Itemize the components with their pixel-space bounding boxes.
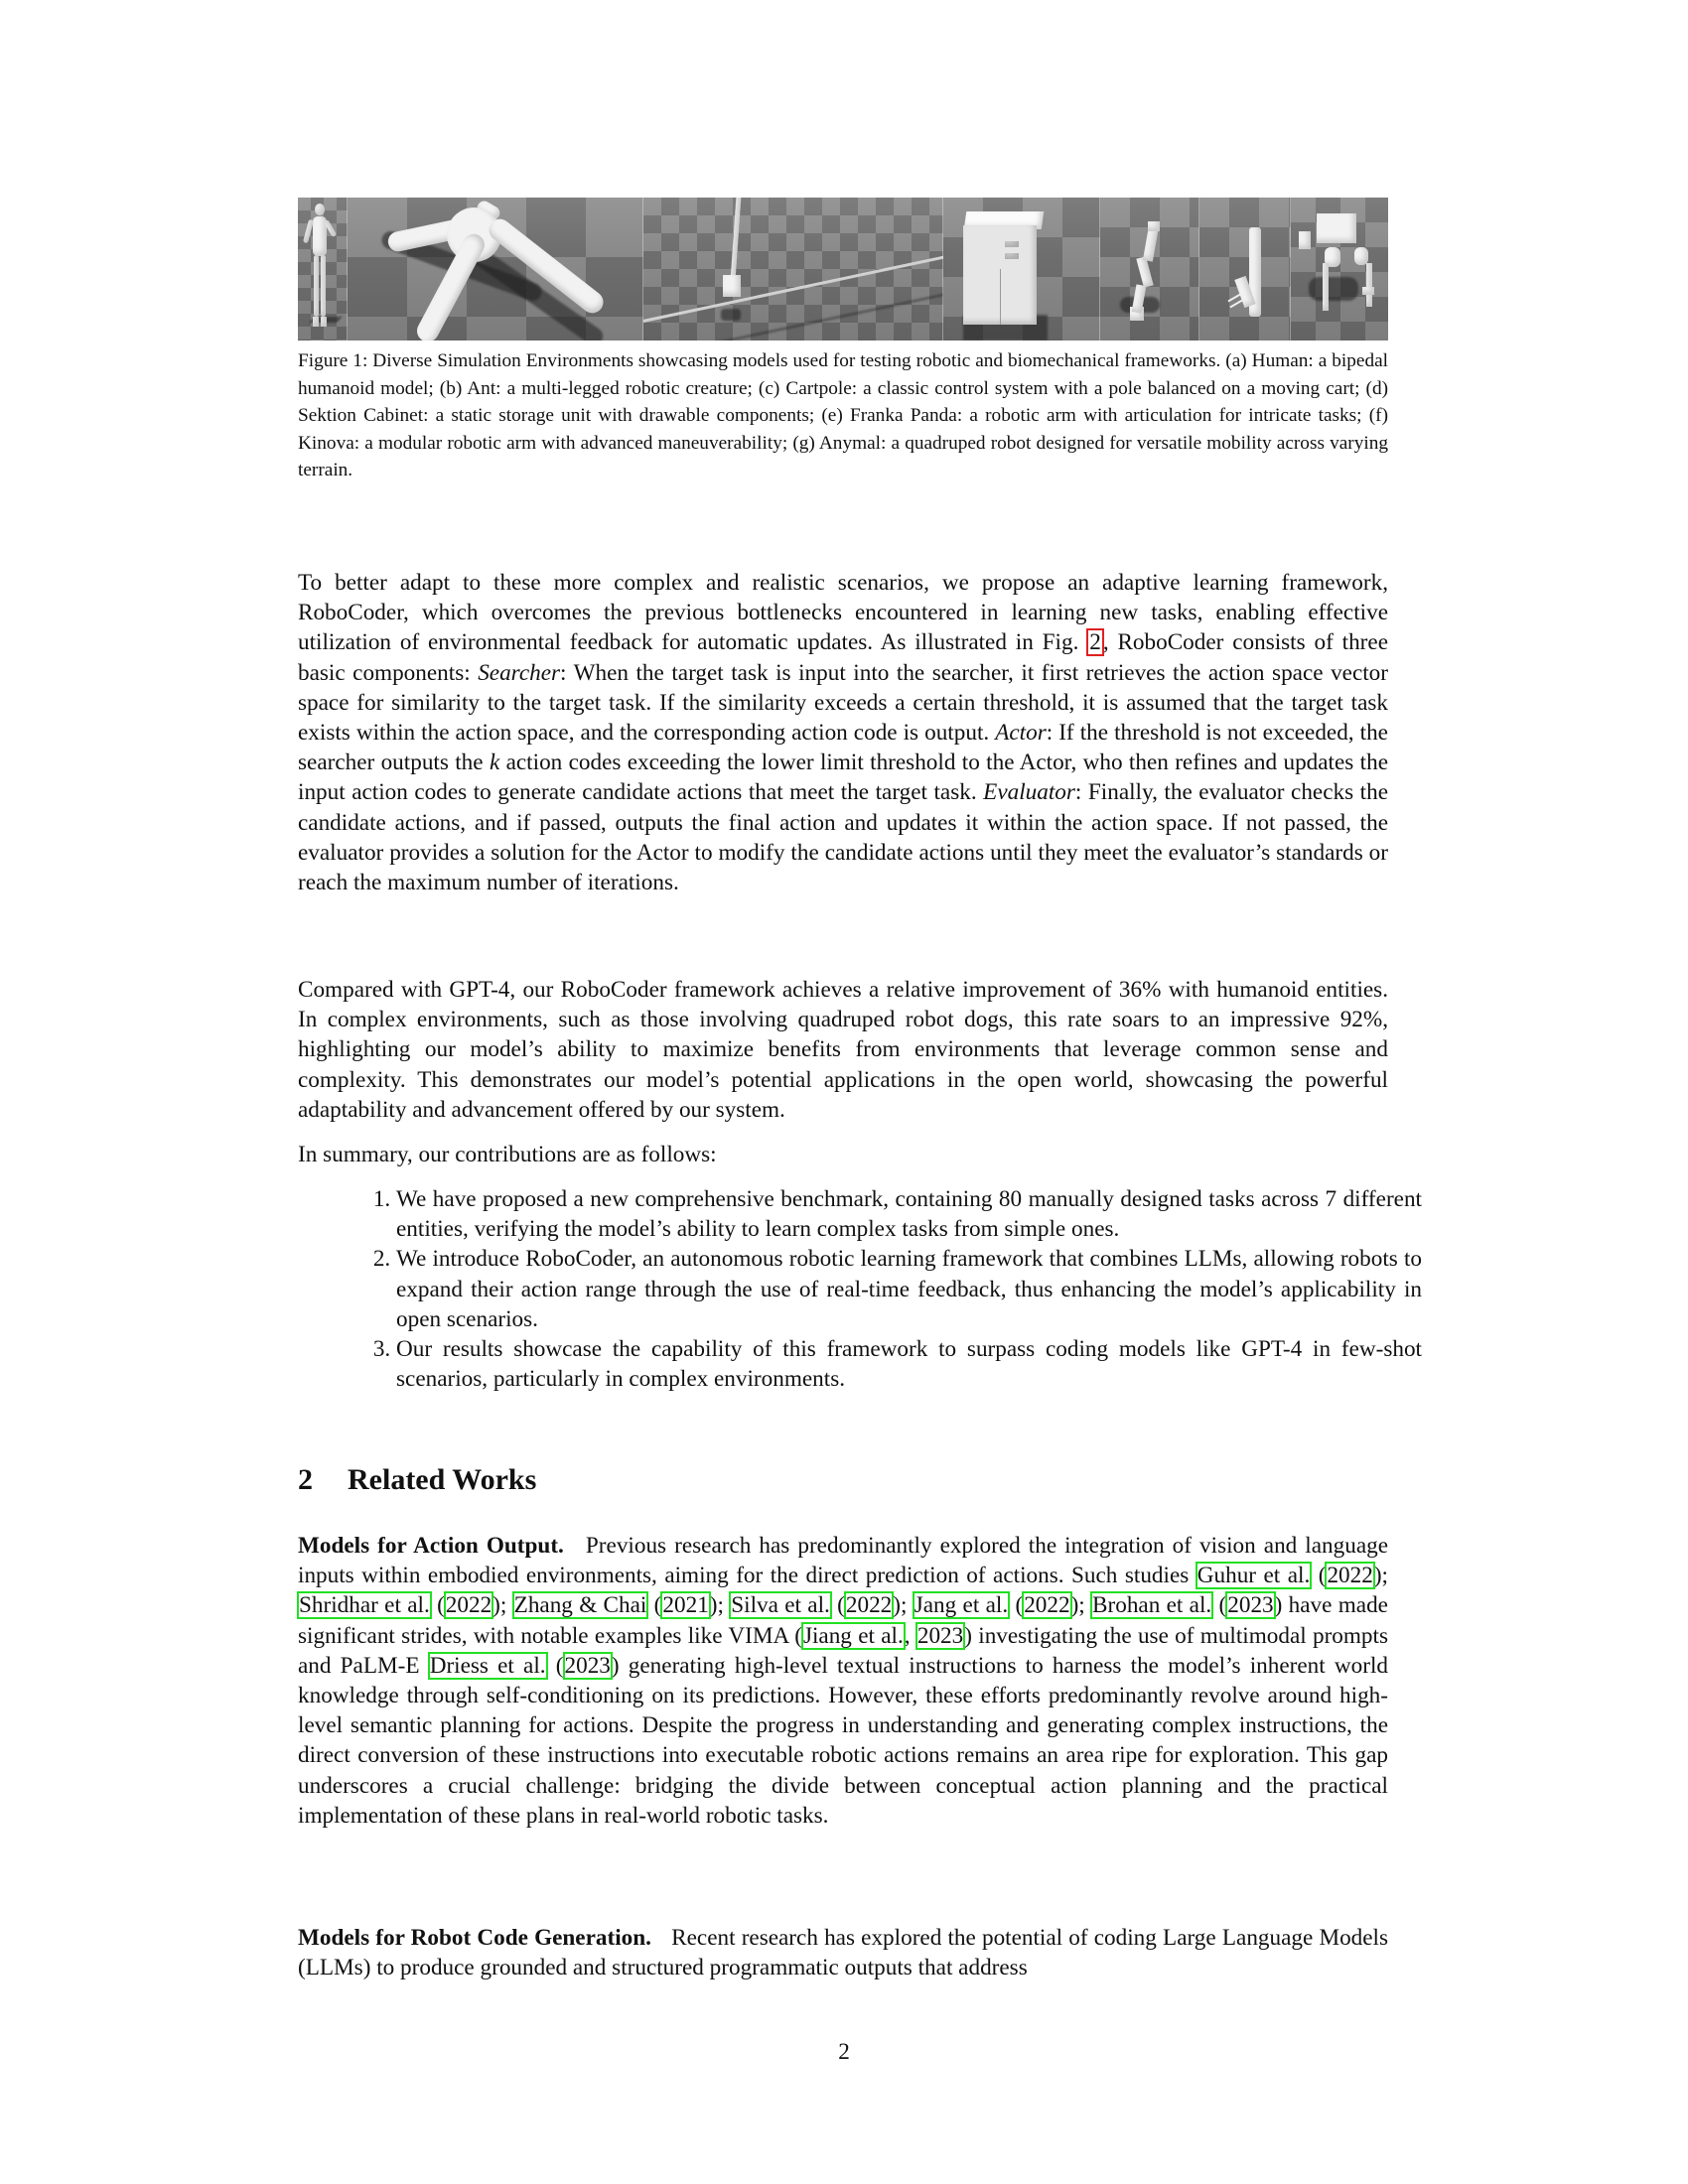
citation-year-link[interactable]: 2023: [916, 1622, 964, 1649]
section-number: 2: [298, 1463, 313, 1496]
run-in-heading: Models for Action Output.: [298, 1533, 564, 1559]
contributions-intro: In summary, our contributions are as follows:: [298, 1142, 717, 1167]
contribution-item: 2. We introduce RoboCoder, an autonomous robotic learning framework that combines LLMs, allowing robots to expand their action range through the use of real-time feedback, thus enhancing the model’s applicability in open scenarios.: [396, 1244, 1422, 1334]
citation-link[interactable]: Shridhar et al.: [299, 1592, 430, 1619]
panel-cartpole: [643, 198, 943, 341]
text-run: , RoboCoder consists of three basic components:: [298, 629, 1388, 686]
text-run: : Finally, the evaluator checks the candidate actions, and if passed, outputs the final action and updates it within the action space. If not passed, the evaluator provides a solution for the Actor to modify the candidate actions until they meet the evaluator’s standards or reach the maximum number of iterations.: [298, 779, 1388, 896]
contributions-list: [362, 1184, 1422, 1394]
citation-year-link[interactable]: 2022: [445, 1592, 492, 1619]
text-run: : If the threshold is not exceeded, the searcher outputs the: [298, 720, 1388, 776]
section-heading-related-works: [298, 1463, 536, 1497]
figure-1-caption: Figure 1: Diverse Simulation Environments showcasing models used for testing robotic and biomechanical frameworks. (a) Human: a bipedal humanoid model; (b) Ant: a multi-legged robotic creature; (c) Cartpole: a classic control system with a pole balanced on a moving cart; (d) Sektion Cabinet: a static storage unit with drawable components; (e) Franka Panda: a robotic arm with articulation for intricate tasks; (f) Kinova: a modular robotic arm with advanced maneuverability; (g) Anymal: a quadruped robot designed for versatile mobility across varying terrain.: [298, 350, 1388, 480]
panel-ant: [348, 198, 643, 341]
figure-2-link[interactable]: 2: [1089, 629, 1101, 656]
text-run: : When the target task is input into the searcher, it first retrieves the action space vector space for similarity to the target task. If the similarity exceeds a certain threshold, it is assumed that the target task exists within the action space, and the corresponding action code is output.: [298, 659, 1389, 747]
citation-year-link[interactable]: 2023: [1227, 1592, 1274, 1619]
panel-human: [298, 198, 348, 341]
term-evaluator: Evaluator: [983, 779, 1075, 806]
term-searcher: Searcher: [478, 659, 561, 686]
contribution-item: 3. Our results showcase the capability of this framework to surpass coding models like GPT-4 in few-shot scenarios, particularly in complex environments.: [396, 1334, 1422, 1394]
citation-year-link[interactable]: 2022: [1024, 1592, 1070, 1619]
citation-year-link[interactable]: 2023: [564, 1652, 611, 1679]
text-run: Recent research has explored the potential of coding Large Language Models (LLMs) to produce grounded and structured programmatic outputs that address: [298, 1925, 1389, 1981]
citation-link[interactable]: Brohan et al.: [1092, 1592, 1212, 1619]
section-title: Related Works: [348, 1463, 537, 1496]
results-paragraph: Compared with GPT-4, our RoboCoder framework achieves a relative improvement of 36% with humanoid entities. In complex environments, such as those involving quadruped robot dogs, this rate soars to an impressive 92%, highlighting our model’s ability to maximize benefits from environments that leverage common sense and complexity. This demonstrates our model’s potential applications in the open world, showcasing the powerful adaptability and advancement offered by our system.: [298, 977, 1388, 1123]
citation-link[interactable]: Driess et al.: [429, 1652, 546, 1679]
citation-link[interactable]: Jiang et al.: [802, 1622, 904, 1649]
text-run: ) investigating the use of multimodal prompts and PaLM-E: [298, 1622, 1388, 1679]
term-actor: Actor: [995, 720, 1047, 747]
intro-paragraph-robocoder: [298, 568, 1388, 897]
citation-link[interactable]: Zhang & Chai: [513, 1592, 647, 1619]
paragraph-models-for-action-output: Models for Action Output. Previous research has predominantly explored the integration of vision and language inputs within embodied environments, aiming for the direct prediction of actions. Such studies Guhur et al. (2022); Shridhar et al. (2022); Zhang & Chai (2021); Silva et al. (2022); Jang et al. (2022); Brohan et al. (2023) have made significant strides, with notable examples like VIMA (Jiang et al., 2023) investigating the use of multimodal prompts and PaLM-E Driess et al. (2023) generating high-level textual instructions to harness the model’s inherent world knowledge through self-conditioning on its predictions. However, these efforts predominantly revolve around high-level semantic planning for actions. Despite the progress in understanding and generating complex instructions, the direct conversion of these instructions into executable robotic actions remains an area ripe for exploration. This gap underscores a crucial challenge: bridging the divide between conceptual action planning and the practical implementation of these plans in real-world robotic tasks.: [298, 1533, 1388, 1829]
text-run: action codes exceeding the lower limit threshold to the Actor, who then refines and updates the input action codes to generate candidate actions that meet the target task.: [298, 750, 1389, 806]
math-k: k: [489, 750, 500, 776]
citation-link[interactable]: Jang et al.: [914, 1592, 1009, 1619]
citation-year-link[interactable]: 2021: [662, 1592, 709, 1619]
citation-link[interactable]: Silva et al.: [731, 1592, 830, 1619]
text-run: have made significant strides, with notable examples like VIMA (: [298, 1592, 1388, 1649]
text-run: generating high-level textual instructions to harness the model’s inherent world knowledge through self-conditioning on its predictions. However, these efforts predominantly revolve around high-level semantic planning for actions. Despite the progress in understanding and generating complex instructions, the direct conversion of these instructions into executable robotic actions remains an area ripe for exploration. This gap underscores a crucial challenge: bridging the divide between conceptual action planning and the practical implementation of these plans in real-world robotic tasks.: [298, 1652, 1388, 1829]
citation-link[interactable]: Guhur et al.: [1196, 1563, 1311, 1589]
run-in-heading: Models for Robot Code Generation.: [298, 1925, 651, 1951]
figure-1-strip: [298, 198, 1388, 341]
text-run: Previous research has predominantly explored the integration of vision and language inputs within embodied environments, aiming for the direct prediction of actions. Such studies: [298, 1533, 1388, 1589]
paragraph-models-for-robot-code-generation: [298, 1923, 1388, 1982]
citation-year-link[interactable]: 2022: [845, 1592, 893, 1619]
panel-sektion-cabinet: [943, 198, 1100, 341]
panel-franka-panda: [1100, 198, 1199, 341]
panel-anymal: [1291, 198, 1388, 341]
text-run: To better adapt to these more complex and realistic scenarios, we propose an adaptive learning framework, RoboCoder, which overcomes the previous bottlenecks encountered in learning new tasks, enabling effective utilization of environmental feedback for automatic updates. As illustrated in Fig.: [298, 570, 1388, 656]
contribution-item: 1. We have proposed a new comprehensive benchmark, containing 80 manually designed tasks across 7 different entities, verifying the model’s ability to learn complex tasks from simple ones.: [396, 1184, 1422, 1244]
panel-kinova: [1199, 198, 1291, 341]
page-number: 2: [838, 2039, 850, 2065]
citation-year-link[interactable]: 2022: [1327, 1563, 1373, 1589]
